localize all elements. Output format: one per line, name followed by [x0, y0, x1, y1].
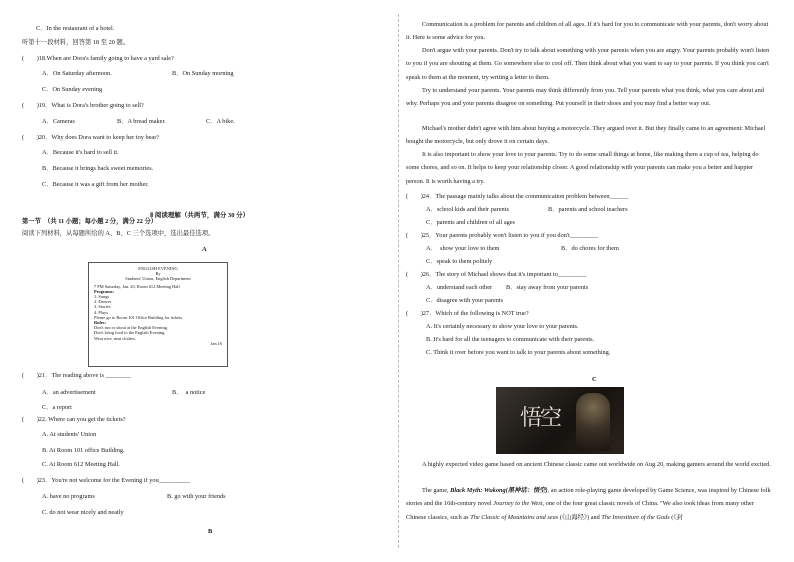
poster-program: 4. Plays — [94, 309, 108, 315]
text-line: A． show your love to them — [426, 245, 500, 252]
text-line: B. It's hard for all the teenagers to communicate with their parents. — [426, 336, 595, 343]
text-line: C. Think it over before you want to talk to your parents about something. — [426, 349, 611, 356]
game-title: Black Myth: Wukong(黑神话：悟空) — [450, 487, 548, 494]
text-line: ( )26．The story of Michael shows that it's important to_________ — [406, 271, 587, 278]
poster-rule: Don't run or shout at the English Evening. — [94, 325, 168, 331]
column-divider — [398, 14, 399, 548]
text-line: A．school kids and their parents — [426, 206, 509, 213]
text-line: A. It's certainly necessary to show your love to your parents. — [426, 323, 579, 330]
text-line: C．parents and children of all ages — [426, 219, 516, 226]
text-line: B．stay away from your parents — [506, 284, 589, 291]
text-line: ( )25．Your parents probably won't listen to you if you don't_________ — [406, 232, 599, 239]
text-line: C. do not wear nicely and neatly — [42, 509, 124, 516]
text-line: A．On Saturday afternoon. — [42, 70, 112, 77]
wukong-figure — [576, 393, 610, 451]
text-line: B．A bread maker. — [117, 118, 166, 125]
passage-c-paragraph-1: A highly expected video game based on ancient Chinese classic came out worldwide on Aug 20, making gamers around the world excited. — [422, 461, 771, 468]
text-line: ( )24．The passage mainly talks about the communication problem between______ — [406, 193, 629, 200]
passage-b-paragraph: Try to understand your parents. Your parents may think differently from you. Tell your parents what you think, what you care about and why. Perhaps you and your parents disagree on something. Put yourself in their shoes and you may find a better way out. — [406, 87, 764, 108]
text-line: A. At students' Union — [42, 431, 97, 438]
text-line: A. have no programs — [42, 493, 95, 500]
text-line: A．Because it's hard to sell it. — [42, 149, 119, 156]
novel-title: Journey to the West — [493, 500, 543, 508]
text-line: 听第十一段材料，回答第 18 至 20 题。 — [22, 39, 130, 46]
text-line: A．understand each other — [426, 284, 493, 291]
text-line: ( )19．What is Dora's brother going to sell? — [22, 102, 144, 109]
text-line: B．On Sunday morning — [172, 70, 234, 77]
text-line: A．Cameras — [42, 118, 75, 125]
text-line: C．In the restaurant of a hotel. — [36, 25, 115, 32]
poster-program: 1. Songs — [94, 294, 110, 300]
text-line: ( )23．You're not welcome for the Evening if you__________ — [22, 477, 191, 484]
poster-programs-label: Programs: — [94, 288, 114, 294]
text-line: ( )20．Why does Dora want to keep her toy bear? — [22, 134, 160, 141]
poster-title: ENGLISH EVENING — [138, 266, 178, 271]
poster-date: Jan.16 — [210, 340, 222, 346]
right-column — [406, 0, 772, 562]
passage-b-paragraph: Michael's mother didn't agree with him about buying a motorcycle. They argued over it. But they finally came to an agreement: Michael bought the motorcycle, but only drove it on certain days. — [406, 125, 766, 146]
game-poster-image — [496, 387, 624, 454]
text-line: C．speak to them politely — [426, 258, 493, 265]
text-line: ( )27．Which of the following is NOT true? — [406, 310, 529, 317]
passage-label-b: B — [208, 528, 213, 535]
text-line: C．Because it was a gift from her mother. — [42, 181, 149, 188]
passage-b-paragraph: Communication is a problem for parents and children of all ages. If it's hard for you to communicate with your parents, don't worry about it. Here is some advice for you. — [406, 21, 769, 42]
english-evening-poster — [88, 262, 228, 367]
poster-rule: Don't bring food to the English Evening. — [94, 330, 166, 336]
text-line: B. go with your friends — [167, 493, 226, 500]
text-line: B．do chores for them — [561, 245, 619, 252]
text-line: ( )22. Where can you get the tickets? — [22, 416, 126, 423]
text-line: ( )21．The reading above is ________ — [22, 372, 131, 379]
game-logo-text: 悟空 — [520, 406, 561, 431]
passage-b-paragraph: Don't argue with your parents. Don't try to talk about something with your parents when you are angry. Your parents probably won't listen to you if you are shouting at them. Go somewhere else to cool off. Then think about what you want to say to your parents. If you think you can't speak to them at the moment, try writing a letter to them. — [406, 47, 770, 81]
text-line: C．A bike. — [206, 118, 235, 125]
text-line: C．disagree with your parents — [426, 297, 504, 304]
text-line: C. At Room 612 Meeting Hall. — [42, 461, 120, 468]
poster-tickets: Please go to Room 101 Office Building for tickets. — [94, 314, 184, 320]
text-line: ( )18.When are Dora's family going to have a yard sale? — [22, 55, 174, 62]
poster-time: 7 PM Saturday, Jan. 20, Room 612 Meeting Hall — [94, 283, 180, 289]
section-title: Ⅱ 阅读理解（共两节，满分 30 分） — [150, 212, 250, 219]
poster-by: By — [155, 271, 161, 277]
text-line: B．Because it brings back sweet memories. — [42, 165, 154, 172]
poster-rule: Wear nice, neat clothes. — [94, 335, 136, 341]
poster-program: 2. Dances — [94, 299, 112, 305]
left-column — [22, 0, 392, 562]
poster-org: Students' Union, English Department — [125, 276, 191, 282]
text-line: B． a notice — [172, 389, 206, 396]
text-line: A．an advertisement — [42, 389, 96, 396]
text-line: C．On Sunday evening — [42, 86, 103, 93]
text-line: 阅读下列材料，从每题所给的 A、B、C 三个选项中，选出最佳选项。 — [22, 230, 215, 237]
passage-label-a: A — [202, 246, 207, 253]
passage-c-paragraph-2: The game, Black Myth: Wukong(黑神话：悟空), an action role-playing game developed by Game Science, was inspired by Chinese folk stories and the 16th-century novel Journey to the West, one of the four great classic novels of China. "We also took ideas from many other Chinese classics, such as The Classic of Mountains and seas (《山海经》) and The Investiture of the Gods (《封 — [406, 487, 771, 521]
text-line: C．a report — [42, 404, 72, 411]
poster-program: 3. Stories — [94, 304, 111, 310]
text-line: 第一节 （共 11 小题；每小题 2 分，满分 22 分） — [22, 218, 158, 225]
poster-rules-label: Rules: — [94, 320, 106, 326]
passage-b-paragraph: It is also important to show your love to your parents. Try to do some small things at home, like making them a cup of tea, helping do some chores, and so on. It helps to keep your relationship closer. A good relationship with your parents can make you a better and happier person. It is worth having a try. — [406, 151, 759, 185]
passage-label-c: C — [592, 376, 597, 383]
text-line: B. At Room 101 office Building. — [42, 447, 125, 454]
text-line: B．parents and school teachers — [548, 206, 628, 213]
